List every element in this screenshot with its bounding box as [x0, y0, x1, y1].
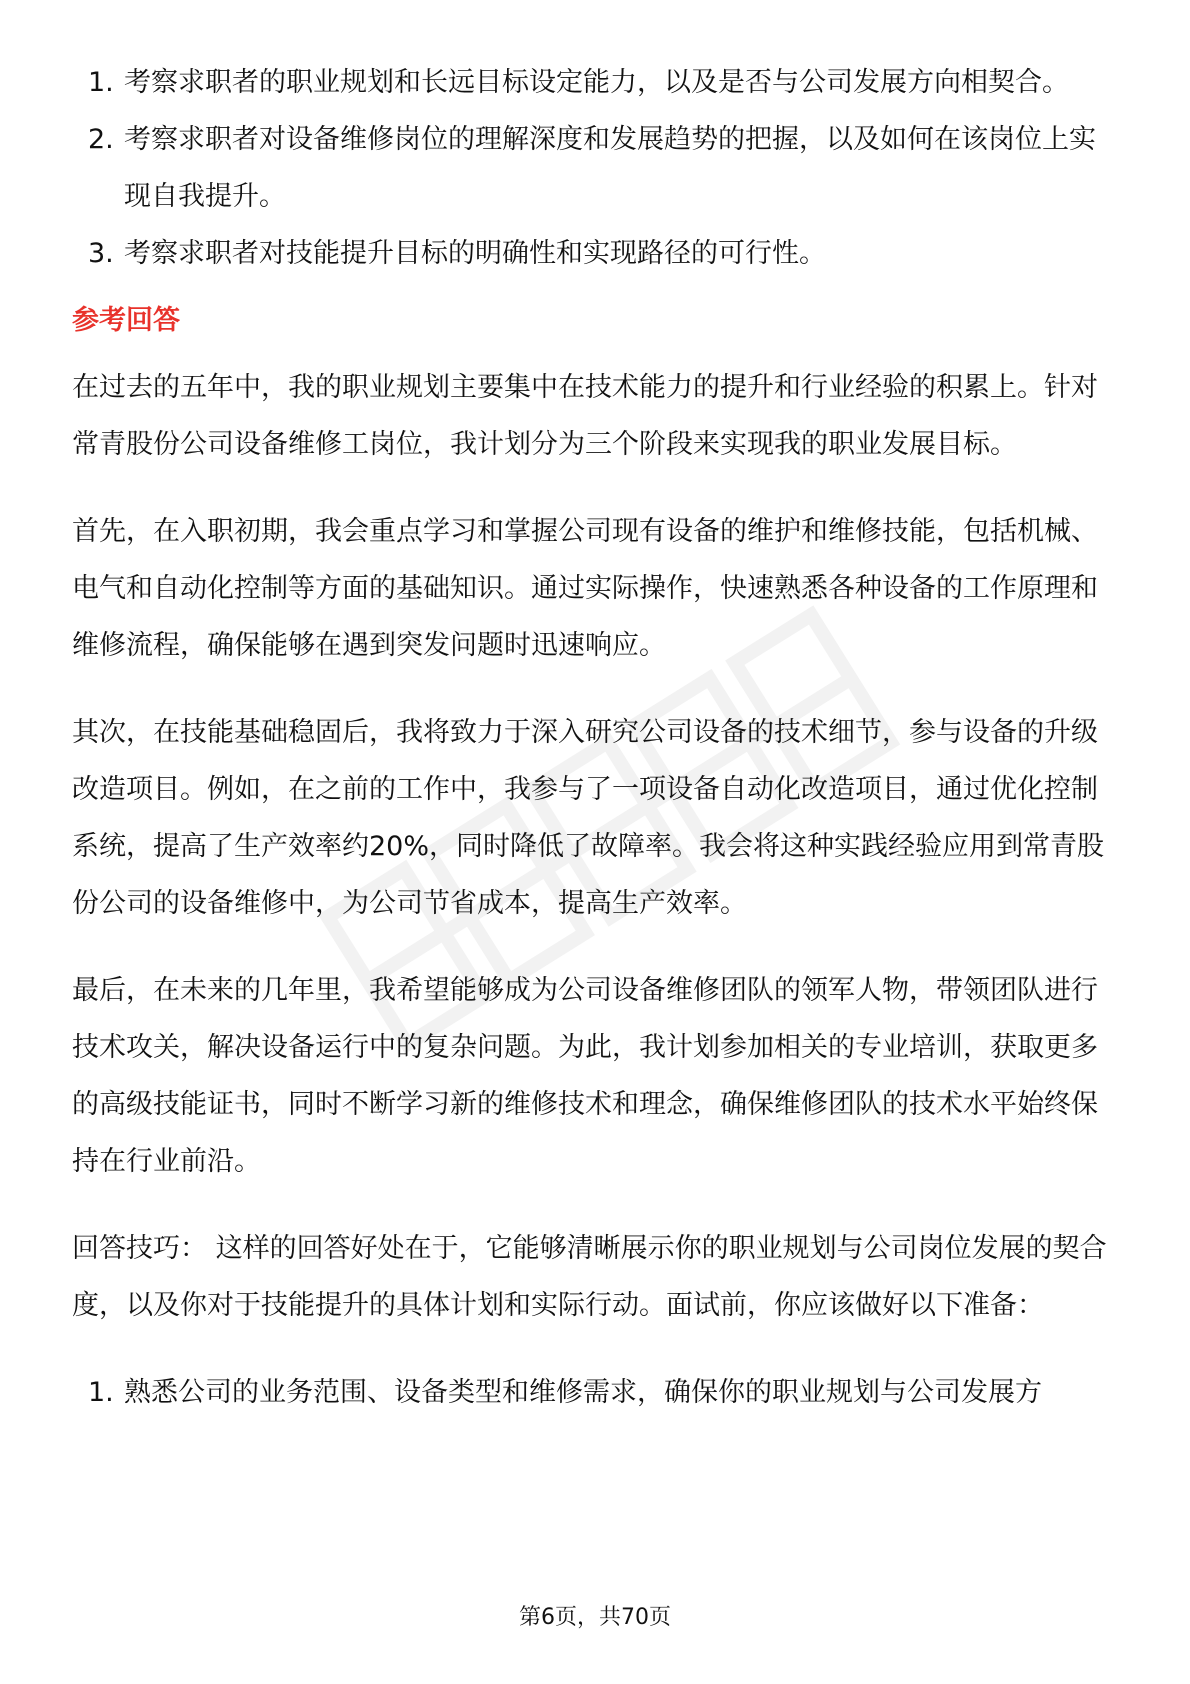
main-content: [72, 54, 1122, 1421]
paragraph: 其次，在技能基础稳固后，我将致力于深入研究公司设备的技术细节，参与设备的升级改造项目。例如，在之前的工作中，我参与了一项设备自动化改造项目，通过优化控制系统，提高了生产效率约20%，同时降低了故障率。我会将这种实践经验应用到常青股份公司的设备维修中，为公司节省成本，提高生产效率。: [72, 717, 1105, 919]
answer-tips-paragraph: 回答技巧： 这样的回答好处在于，它能够清晰展示你的职业规划与公司岗位发展的契合度，以及你对于技能提升的具体计划和实际行动。面试前，你应该做好以下准备：: [72, 1233, 1107, 1321]
list-text: 考察求职者对技能提升目标的明确性和实现路径的可行性。: [124, 238, 826, 269]
paragraph: 首先，在入职初期，我会重点学习和掌握公司现有设备的维护和维修技能，包括机械、电气和自动化控制等方面的基础知识。通过实际操作，快速熟悉各种设备的工作原理和维修流程，确保能够在遇到突发问题时迅速响应。: [72, 516, 1098, 661]
page-footer: 第6页，共70页: [519, 1605, 671, 1630]
list-number: 2.: [88, 124, 114, 155]
paragraph: 在过去的五年中，我的职业规划主要集中在技术能力的提升和行业经验的积累上。针对常青股份公司设备维修工岗位，我计划分为三个阶段来实现我的职业发展目标。: [72, 372, 1098, 460]
paragraph: 最后，在未来的几年里，我希望能够成为公司设备维修团队的领军人物，带领团队进行技术攻关，解决设备运行中的复杂问题。为此，我计划参加相关的专业培训，获取更多的高级技能证书，同时不断学习新的维修技术和理念，确保维修团队的技术水平始终保持在行业前沿。: [72, 975, 1098, 1177]
list-item: [72, 225, 1122, 282]
list-text: 考察求职者的职业规划和长远目标设定能力，以及是否与公司发展方向相契合。: [124, 67, 1069, 98]
list-item: [72, 1364, 1122, 1421]
top-list: [72, 54, 1122, 282]
list-item: [72, 54, 1122, 111]
list-number: 3.: [88, 238, 114, 269]
list-number: 1.: [88, 1377, 114, 1408]
list-number: 1.: [88, 67, 114, 98]
bottom-list: [72, 1364, 1122, 1421]
list-item: [72, 111, 1122, 225]
list-text: 考察求职者对设备维修岗位的理解深度和发展趋势的把握，以及如何在该岗位上实现自我提升。: [124, 124, 1096, 212]
section-title: 参考回答: [72, 305, 180, 336]
list-text: 熟悉公司的业务范围、设备类型和维修需求，确保你的职业规划与公司发展方: [124, 1377, 1042, 1408]
